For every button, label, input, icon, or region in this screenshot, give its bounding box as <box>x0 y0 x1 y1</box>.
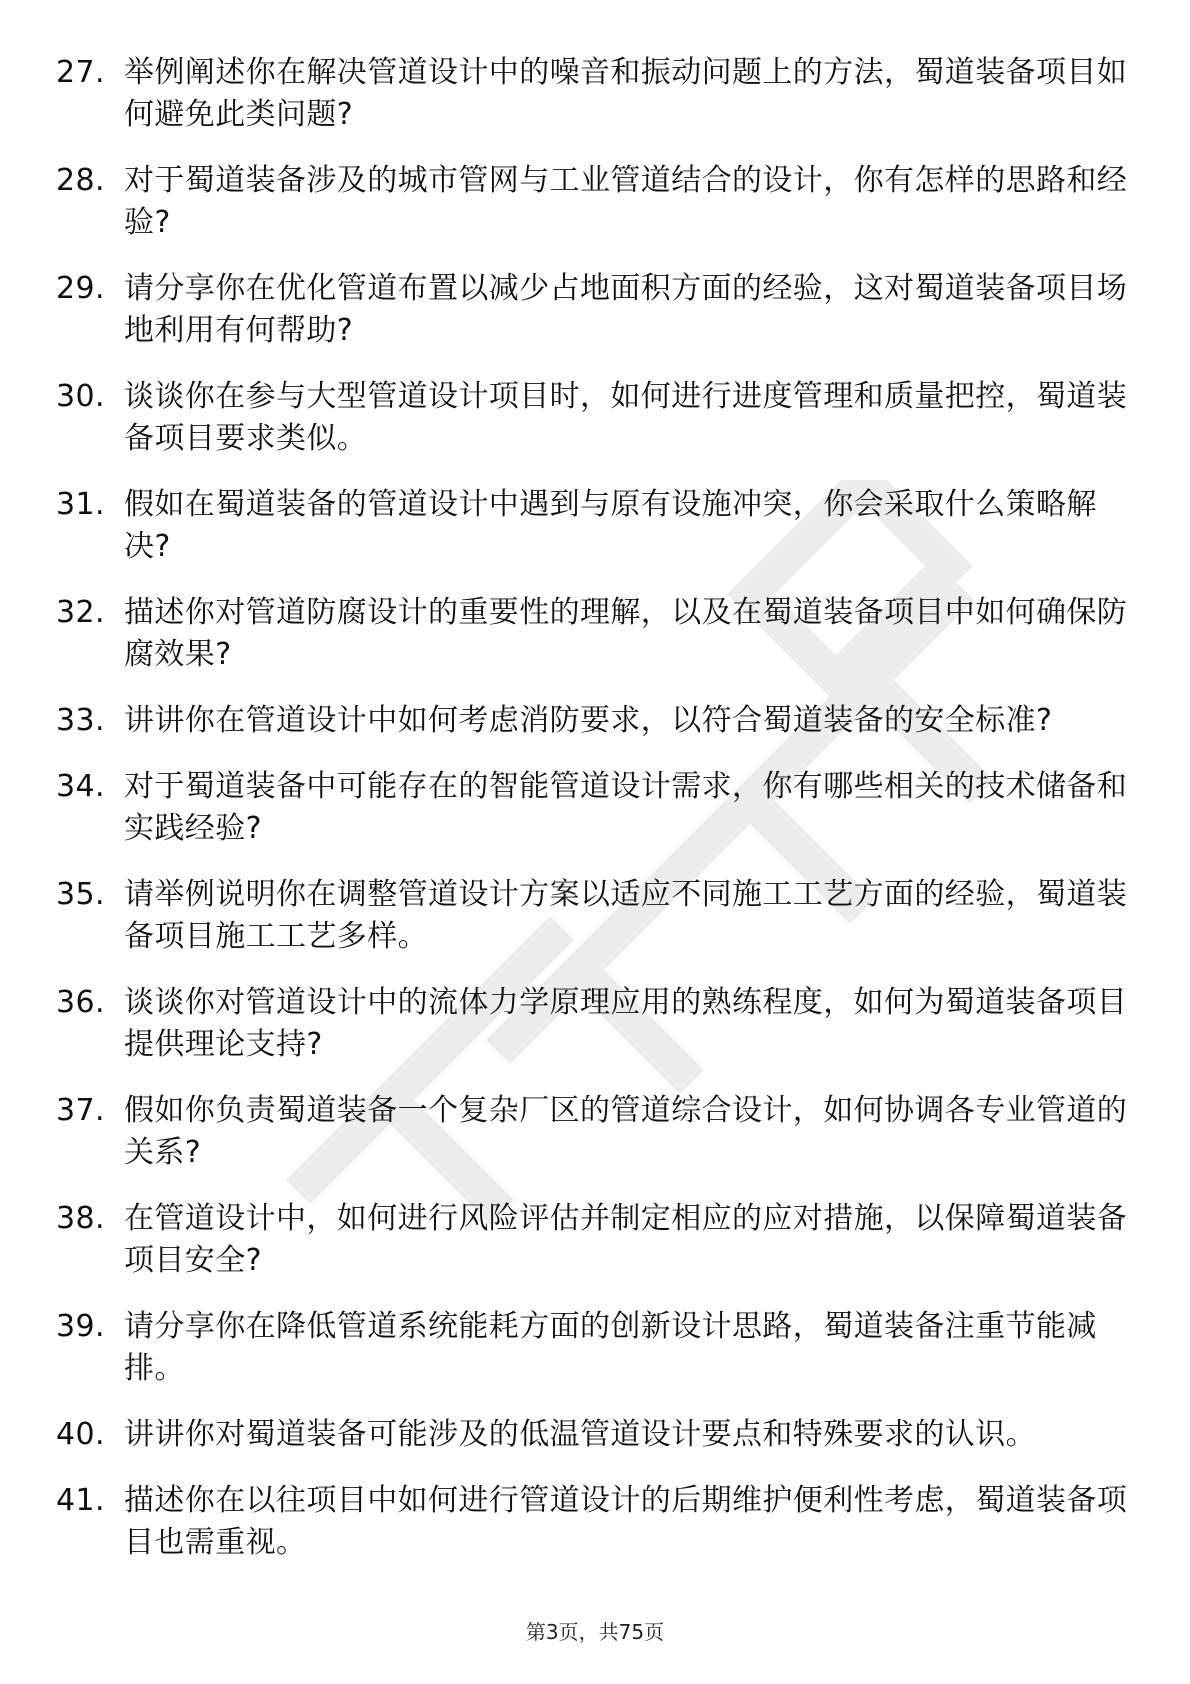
question-number: 41. <box>56 1483 105 1518</box>
question-number: 39. <box>56 1309 105 1344</box>
question-text: 谈谈你在参与大型管道设计项目时，如何进行进度管理和质量把控，蜀道装备项目要求类似。 <box>124 379 1128 456</box>
question-text: 请举例说明你在调整管道设计方案以适应不同施工工艺方面的经验，蜀道装备项目施工工艺多样。 <box>124 877 1128 954</box>
list-item <box>56 592 1136 676</box>
question-number: 40. <box>56 1417 105 1452</box>
question-text: 描述你在以往项目中如何进行管道设计的后期维护便利性考虑，蜀道装备项目也需重视。 <box>124 1483 1128 1560</box>
list-item <box>56 484 1136 568</box>
question-text: 请分享你在降低管道系统能耗方面的创新设计思路，蜀道装备注重节能减排。 <box>124 1309 1097 1386</box>
list-item <box>56 1198 1136 1282</box>
question-text: 假如你负责蜀道装备一个复杂厂区的管道综合设计，如何协调各专业管道的关系? <box>124 1093 1128 1170</box>
question-text: 举例阐述你在解决管道设计中的噪音和振动问题上的方法，蜀道装备项目如何避免此类问题? <box>124 55 1128 132</box>
question-number: 34. <box>56 769 105 804</box>
question-number: 37. <box>56 1093 105 1128</box>
question-number: 33. <box>56 703 105 738</box>
question-number: 28. <box>56 163 105 198</box>
question-text: 在管道设计中，如何进行风险评估并制定相应的应对措施，以保障蜀道装备项目安全? <box>124 1201 1128 1278</box>
question-number: 27. <box>56 55 105 90</box>
list-item <box>56 874 1136 958</box>
page-footer: 第3页，共75页 <box>525 1620 665 1644</box>
list-item <box>56 268 1136 352</box>
question-text: 讲讲你在管道设计中如何考虑消防要求，以符合蜀道装备的安全标准? <box>124 703 1053 738</box>
question-text: 谈谈你对管道设计中的流体力学原理应用的熟练程度，如何为蜀道装备项目提供理论支持? <box>124 985 1128 1062</box>
question-number: 30. <box>56 379 105 414</box>
list-item <box>56 766 1136 850</box>
question-list <box>56 52 1136 1588</box>
question-number: 31. <box>56 487 105 522</box>
list-item <box>56 982 1136 1066</box>
list-item <box>56 1306 1136 1390</box>
list-item <box>56 1414 1136 1456</box>
question-number: 36. <box>56 985 105 1020</box>
question-number: 32. <box>56 595 105 630</box>
list-item <box>56 700 1136 742</box>
question-text: 请分享你在优化管道布置以减少占地面积方面的经验，这对蜀道装备项目场地利用有何帮助? <box>124 271 1128 348</box>
question-text: 对于蜀道装备涉及的城市管网与工业管道结合的设计，你有怎样的思路和经验? <box>124 163 1128 240</box>
question-text: 讲讲你对蜀道装备可能涉及的低温管道设计要点和特殊要求的认识。 <box>124 1417 1036 1452</box>
question-number: 38. <box>56 1201 105 1236</box>
question-number: 29. <box>56 271 105 306</box>
list-item <box>56 1090 1136 1174</box>
list-item <box>56 160 1136 244</box>
list-item <box>56 1480 1136 1564</box>
list-item <box>56 376 1136 460</box>
question-text: 对于蜀道装备中可能存在的智能管道设计需求，你有哪些相关的技术储备和实践经验? <box>124 769 1128 846</box>
list-item <box>56 52 1136 136</box>
question-text: 描述你对管道防腐设计的重要性的理解，以及在蜀道装备项目中如何确保防腐效果? <box>124 595 1128 672</box>
question-number: 35. <box>56 877 105 912</box>
question-text: 假如在蜀道装备的管道设计中遇到与原有设施冲突，你会采取什么策略解决? <box>124 487 1097 564</box>
